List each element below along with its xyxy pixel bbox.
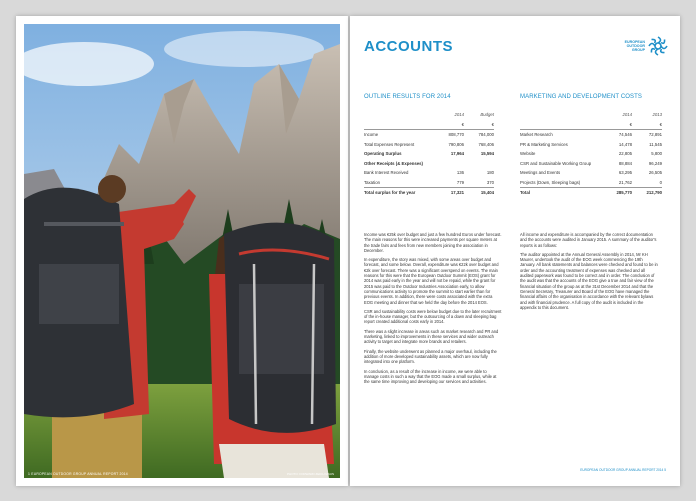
outline-cell-value-b bbox=[464, 159, 494, 169]
outline-cell-value-a bbox=[434, 159, 464, 169]
outline-cell-value-a: 808,770 bbox=[448, 132, 464, 138]
right-footer-text: EUROPEAN OUTDOOR GROUP ANNUAL REPORT 2014 bbox=[580, 468, 664, 472]
outline-cell-label: Total Expenses Represent bbox=[364, 141, 415, 147]
body-paragraph: Finally, the website underwent as planned a major overhaul, including the addition of more developed sustainability assets, which are now fully integrated into one platform. bbox=[364, 348, 497, 365]
marketing-col-2014: 2014 bbox=[622, 112, 632, 118]
marketing-col-2013: 2013 bbox=[652, 112, 662, 118]
marketing-cell-value-b: 5,800 bbox=[651, 151, 662, 157]
marketing-cell-label: Meetings and Events bbox=[520, 170, 561, 176]
marketing-cell-value-a: 22,805 bbox=[618, 151, 632, 157]
outline-cell-value-b: 784,000 bbox=[478, 132, 494, 138]
marketing-currency-2: € bbox=[632, 120, 662, 130]
outline-row bbox=[364, 178, 494, 188]
outline-cell-label: Other Receipts (& Expenses) bbox=[364, 160, 423, 166]
outline-cell-value-a: 790,806 bbox=[448, 141, 464, 147]
marketing-row bbox=[520, 130, 662, 140]
outline-cell-value-a: 17,964 bbox=[450, 151, 464, 157]
right-page bbox=[350, 16, 680, 486]
marketing-cell-value-b: 26,505 bbox=[648, 170, 662, 176]
left-page-footer: 1 EUROPEAN OUTDOOR GROUP ANNUAL REPORT 2014 bbox=[28, 472, 128, 476]
outline-cell-label: Bank Interest Received bbox=[364, 170, 409, 176]
logo-line-3: GROUP bbox=[631, 48, 645, 53]
outline-cell-value-b: 15,404 bbox=[464, 188, 494, 198]
right-page-footer bbox=[580, 468, 666, 472]
body-text-right bbox=[520, 232, 658, 314]
logo-text bbox=[625, 40, 645, 53]
body-paragraph: CSR and sustainability costs were below budget due to the later recruitment of the in-house manager, but the outsourcing of a down and sleeping bag report created additional costs early in 2014. bbox=[364, 308, 502, 325]
outline-row bbox=[364, 188, 494, 198]
marketing-cell-value-b: 72,891 bbox=[648, 132, 662, 138]
marketing-cell-value-b: 0 bbox=[659, 179, 662, 185]
page-title: ACCOUNTS bbox=[364, 38, 453, 55]
body-text-left bbox=[364, 232, 502, 388]
outline-cell-value-b: 180 bbox=[486, 170, 494, 176]
outline-row bbox=[364, 159, 494, 169]
marketing-cell-value-b: 96,249 bbox=[648, 160, 662, 166]
body-paragraph: In conclusion, as a result of the increase in income, we were able to manage costs in such a way that the EOG made a small surplus, while at the same time improving and developing our services and activities. bbox=[364, 368, 497, 385]
outline-cell-value-b: 768,406 bbox=[478, 141, 494, 147]
page-number: 5 bbox=[664, 468, 666, 472]
outline-row bbox=[364, 130, 494, 140]
outline-heading: OUTLINE RESULTS FOR 2014 bbox=[364, 94, 451, 100]
marketing-cell-value-a: 88,884 bbox=[618, 160, 632, 166]
marketing-row bbox=[520, 140, 662, 150]
body-paragraph: The auditor appointed at the Annual General Assembly in 2014, Mr KH Maurer, undertook the audit of the EOG week commencing the 19th January. All bank statements and balances were checked and found to be in order and the accounting treatment of expenses was checked and all audited paperwork was found to be correct and in order. The conclusion of the audit was that the accounts of the EOG give a true and fair view of the financial situation of the group as at the 31st December 2014 and that the General Secretary, Treasurer and Board of the EOG have managed the financial affairs of the organisation in accordance with the relevant bylaws and with financial prudence. A full copy of the audit is included in the appendix to this document. bbox=[520, 251, 658, 310]
outline-cell-value-b: 15,594 bbox=[480, 151, 494, 157]
left-page bbox=[16, 16, 348, 486]
body-paragraph: Income was €25k over budget and just a few hundred Euros under forecast. The main reasons for this were increased payments per square meters at the trade fairs and fees from new members joining the association in December. bbox=[364, 232, 502, 253]
marketing-heading: MARKETING AND DEVELOPMENT COSTS bbox=[520, 94, 643, 100]
outline-currency-2: € bbox=[464, 120, 494, 130]
outline-cell-value-a: 779 bbox=[456, 179, 464, 185]
marketing-row bbox=[520, 188, 662, 198]
marketing-cell-value-a: 63,295 bbox=[618, 170, 632, 176]
marketing-cell-value-a: 74,546 bbox=[618, 132, 632, 138]
marketing-cell-value-a: 14,478 bbox=[618, 141, 632, 147]
outline-col-2014: 2014 bbox=[454, 112, 464, 118]
sunburst-logo-icon bbox=[648, 36, 668, 56]
outline-cell-value-a: 17,321 bbox=[434, 188, 464, 198]
body-paragraph: All income and expenditure is accompanied by the correct documentation and the accounts were audited in January 2015. A summary of the auditor's reports is as follows: bbox=[520, 232, 657, 248]
outline-cell-label: Taxation bbox=[364, 179, 381, 185]
logo-line-2: OUTDOOR bbox=[626, 43, 645, 48]
marketing-currency-1: € bbox=[602, 120, 632, 130]
marketing-cell-label: PR & Marketing Services bbox=[520, 141, 568, 147]
marketing-cell-label: CSR and Sustainable Working Group bbox=[520, 160, 592, 166]
marketing-cell-label: Website bbox=[520, 151, 536, 157]
outline-cell-label: Total surplus for the year bbox=[364, 188, 434, 198]
photo-credit: PHOTO: FORWARD ZEICH MAUS bbox=[287, 472, 334, 476]
eog-logo bbox=[625, 36, 668, 56]
body-paragraph: There was a slight increase in areas such as market research and PR and marketing, linked to improvements in these services and wider outreach activity to target and integrate more brands and retailers. bbox=[364, 328, 499, 345]
marketing-row bbox=[520, 168, 662, 178]
marketing-cell-value-b: 212,790 bbox=[632, 188, 662, 198]
outline-row bbox=[364, 168, 494, 178]
logo-line-1: EUROPEAN bbox=[624, 39, 645, 44]
marketing-cell-value-b: 11,545 bbox=[649, 141, 662, 147]
marketing-cell-value-a: 21,762 bbox=[618, 179, 632, 185]
outline-cell-label: Operating Surplus bbox=[364, 151, 402, 157]
body-paragraph: In expenditure, the story was mixed, with some areas over budget and forecast, and some below. Overall, expenditure was €22k over budget and €2k over forecast. There was a significant overspend on events. The main reasons for this were that the European Outdoor Summit (EOS) grant for 2014 was paid early in the year and will not be repaid, while the grant for 2015 was paid to the Outdoor Industries Association early, to allow communications activity to promote the summit to start earlier than for previous events. In addition, there were costs associated with the extra EOG meeting and dinner that we held the day before the 2014 EOS. bbox=[364, 257, 499, 305]
marketing-row bbox=[520, 149, 662, 159]
marketing-table bbox=[520, 110, 662, 198]
outline-table bbox=[364, 110, 494, 198]
marketing-cell-label: Projects (Down, Sleeping bags) bbox=[520, 179, 581, 185]
marketing-row bbox=[520, 178, 662, 188]
outline-row bbox=[364, 149, 494, 159]
outline-cell-value-a: 136 bbox=[456, 170, 464, 176]
outline-currency-1: € bbox=[434, 120, 464, 130]
marketing-cell-label: Market Research bbox=[520, 132, 553, 138]
marketing-cell-value-a: 285,770 bbox=[602, 188, 632, 198]
outline-cell-label: Income bbox=[364, 132, 379, 138]
marketing-cell-label: Total bbox=[520, 188, 602, 198]
outline-cell-value-b: 370 bbox=[486, 179, 494, 185]
marketing-row bbox=[520, 159, 662, 169]
outline-row bbox=[364, 140, 494, 150]
outline-col-budget: Budget bbox=[480, 112, 494, 118]
report-spread bbox=[16, 16, 680, 486]
hikers-photo bbox=[24, 24, 340, 478]
